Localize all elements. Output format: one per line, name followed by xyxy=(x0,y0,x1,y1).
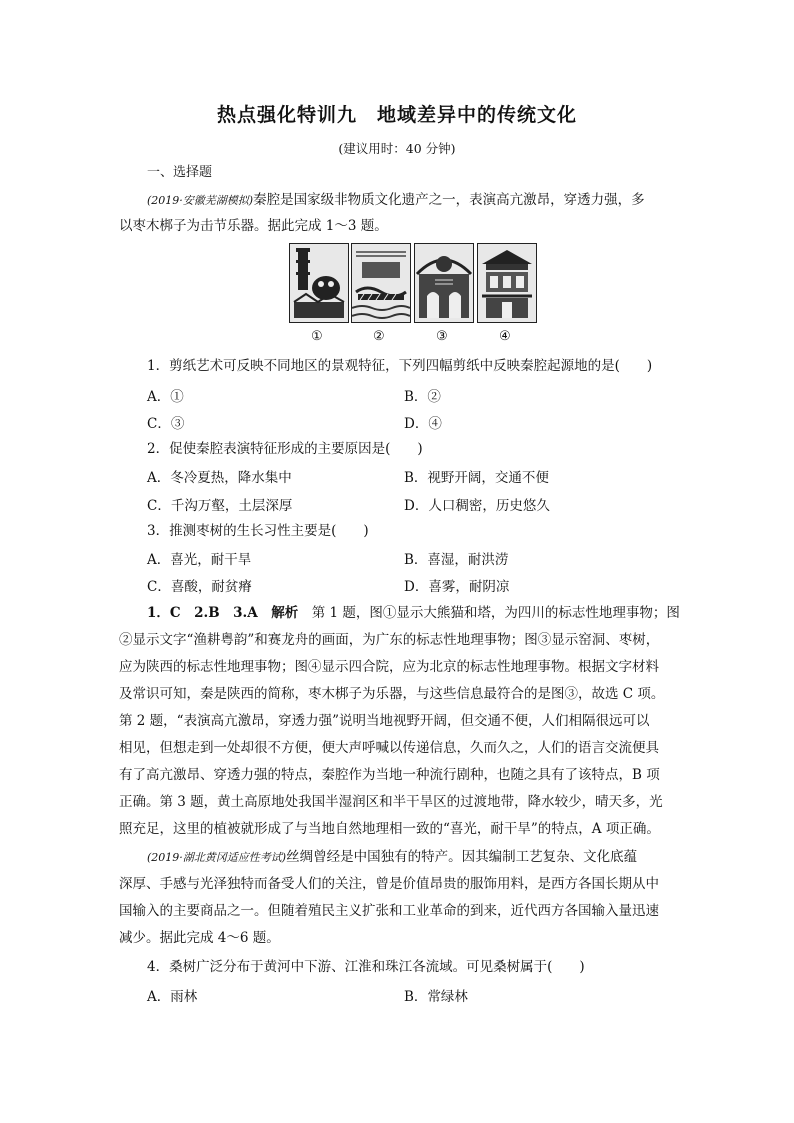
papercut-labels xyxy=(289,329,535,347)
page-title: 热点强化特训九 地域差异中的传统文化 xyxy=(216,104,577,126)
papercut-image-1 xyxy=(289,243,349,323)
analysis-line-2: ②显示文字“渔耕粤韵”和赛龙舟的画面，为广东的标志性地理事物；图③显示窑洞、枣树， xyxy=(119,632,660,648)
question-4-option-b: B．常绿林 xyxy=(404,989,468,1005)
analysis-line-7: 有了高亢激昂、穿透力强的特点，秦腔作为当地一种流行剧种，也随之具有了该特点，B 项 xyxy=(119,767,660,783)
intro2-source: (2019·湖北黄冈适应性考试) xyxy=(147,851,287,864)
question-3-option-c: C．喜酸，耐贫瘠 xyxy=(147,579,252,595)
answer-key: 1．C 2.B 3.A xyxy=(147,605,258,621)
question-1-option-b: B．② xyxy=(404,389,441,405)
question-2-stem: 2．促使秦腔表演特征形成的主要原因是( ) xyxy=(147,441,423,457)
answer-line-1 xyxy=(147,603,680,623)
analysis-line-4: 及常识可知，秦是陕西的简称，枣木梆子为乐器，与这些信息最符合的是图③，故选 C 项。 xyxy=(119,686,665,702)
intro1-text: 秦腔是国家级非物质文化遗产之一，表演高亢激昂，穿透力强，多 xyxy=(253,192,645,208)
intro2-line2: 深厚、手感与光泽独特而备受人们的关注，曾是价值昂贵的服饰用料，是西方各国长期从中 xyxy=(119,876,659,892)
section-heading: 一、选择题 xyxy=(147,165,213,180)
papercut-label-3: ③ xyxy=(436,329,448,344)
analysis-label: 解析 xyxy=(271,605,299,621)
question-4-option-a: A．雨林 xyxy=(147,989,198,1005)
intro2-line4: 减少。据此完成 4～6 题。 xyxy=(119,930,280,946)
question-3-option-a: A．喜光，耐干旱 xyxy=(147,552,252,568)
page-subtitle: (建议用时：40 分钟) xyxy=(338,141,456,156)
analysis-line-3: 应为陕西的标志性地理事物；图④显示四合院，应为北京的标志性地理事物。根据文字材料 xyxy=(119,659,659,675)
analysis-text-1: 第 1 题，图①显示大熊猫和塔，为四川的标志性地理事物；图 xyxy=(311,605,680,621)
papercut-image-4 xyxy=(477,243,537,323)
papercut-image-3 xyxy=(414,243,474,323)
papercut-label-4: ④ xyxy=(499,329,511,344)
intro2-line1 xyxy=(147,847,637,868)
papercut-images xyxy=(289,243,535,323)
question-3-option-b: B．喜湿，耐洪涝 xyxy=(404,552,509,568)
intro1-line1 xyxy=(147,190,645,211)
question-1-stem: 1．剪纸艺术可反映不同地区的景观特征，下列四幅剪纸中反映秦腔起源地的是( ) xyxy=(147,358,653,374)
intro2-text: 丝绸曾经是中国独有的特产。因其编制工艺复杂、文化底蕴 xyxy=(286,849,638,865)
analysis-line-6: 相见，但想走到一处却很不方便，便大声呼喊以传递信息，久而久之，人们的语言交流便具 xyxy=(119,740,659,756)
papercut-label-1: ① xyxy=(311,329,323,344)
question-1-option-c: C．③ xyxy=(147,416,185,432)
question-3-option-d: D．喜雾，耐阴凉 xyxy=(404,579,510,595)
analysis-line-5: 第 2 题，“表演高亢激昂，穿透力强”说明当地视野开阔，但交通不便，人们相隔很远可以 xyxy=(119,713,650,729)
analysis-line-9: 照充足，这里的植被就形成了与当地自然地理相一致的“喜光，耐干旱”的特点，A 项正确。 xyxy=(119,821,660,837)
question-1-option-a: A．① xyxy=(147,389,184,405)
question-2-option-c: C．千沟万壑，土层深厚 xyxy=(147,498,293,514)
question-4-stem: 4．桑树广泛分布于黄河中下游、江淮和珠江各流域。可见桑树属于( ) xyxy=(147,959,585,975)
question-3-stem: 3．推测枣树的生长习性主要是( ) xyxy=(147,523,369,539)
question-2-option-d: D．人口稠密，历史悠久 xyxy=(404,498,550,514)
papercut-label-2: ② xyxy=(373,329,385,344)
intro1-line2: 以枣木梆子为击节乐器。据此完成 1～3 题。 xyxy=(119,218,388,234)
question-2-option-b: B．视野开阔，交通不便 xyxy=(404,470,549,486)
papercut-image-2 xyxy=(351,243,411,323)
question-2-option-a: A．冬冷夏热，降水集中 xyxy=(147,470,292,486)
question-1-option-d: D．④ xyxy=(404,416,442,432)
analysis-line-8: 正确。第 3 题，黄土高原地处我国半湿润区和半干旱区的过渡地带，降水较少，晴天多，光 xyxy=(119,794,663,810)
intro2-line3: 国输入的主要商品之一。但随着殖民主义扩张和工业革命的到来，近代西方各国输入量迅速 xyxy=(119,903,659,919)
intro1-source: (2019·安徽芜湖模拟) xyxy=(147,194,254,207)
